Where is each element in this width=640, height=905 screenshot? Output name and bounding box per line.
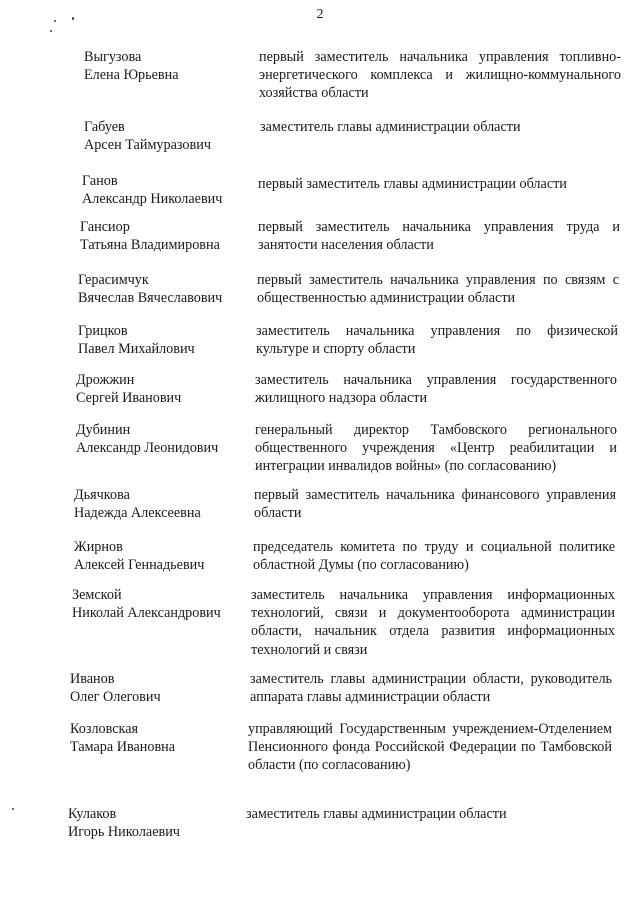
surname: Кулаков [68, 806, 117, 822]
page-number: 2 [316, 7, 324, 22]
person-name [74, 538, 254, 574]
surname: Герасимчук [78, 272, 149, 288]
position-text: заместитель начальника управления информационных технологий, связи и документооборота администрации области, начальник отдела развития информационных технологий и связи [251, 587, 615, 658]
person-name [78, 271, 258, 307]
surname: Дубинин [76, 422, 131, 438]
scan-speck [50, 30, 52, 32]
position-text: председатель комитета по труду и социальной политике областной Думы (по согласованию) [253, 539, 615, 574]
surname: Гансиор [80, 219, 130, 235]
given-names: Татьяна Владимировна [80, 237, 220, 254]
surname: Земской [72, 587, 122, 603]
given-names: Сергей Иванович [76, 390, 182, 407]
person-name [76, 371, 256, 407]
surname: Ганов [82, 173, 118, 189]
person-name [84, 48, 264, 84]
surname: Габуев [84, 119, 125, 135]
scan-speck [12, 808, 14, 810]
given-names: Тамара Ивановна [70, 739, 176, 756]
person-name [70, 670, 250, 706]
person-name [72, 586, 252, 622]
position-text: заместитель главы администрации области [246, 806, 507, 822]
position-text: первый заместитель начальника управления труда и занятости населения области [258, 219, 620, 254]
person-name [80, 218, 260, 254]
given-names: Александр Николаевич [82, 191, 223, 208]
given-names: Вячеслав Вячеславович [78, 290, 223, 307]
surname: Дрожжин [76, 372, 135, 388]
position-text: первый заместитель начальника управления по связям с общественностью администрации области [257, 272, 619, 307]
position-text: заместитель начальника управления государственного жилищного надзора области [255, 372, 617, 407]
surname: Выгузова [84, 49, 142, 65]
person-name [78, 322, 258, 358]
position-text: первый заместитель начальника финансового управления области [254, 487, 616, 522]
given-names: Арсен Таймуразович [84, 137, 211, 154]
given-names: Павел Михайлович [78, 341, 195, 358]
surname: Иванов [70, 671, 115, 687]
given-names: Олег Олегович [70, 689, 161, 706]
person-name [70, 720, 250, 756]
position-text: первый заместитель главы администрации области [258, 176, 567, 192]
given-names: Александр Леонидович [76, 440, 219, 457]
surname: Козловская [70, 721, 139, 737]
position-text: заместитель начальника управления по физической культуре и спорту области [256, 323, 618, 358]
given-names: Елена Юрьевна [84, 67, 179, 84]
scan-speck [72, 17, 74, 20]
person-name [68, 805, 248, 841]
scan-speck [54, 20, 56, 22]
person-name [74, 486, 254, 522]
position-text: первый заместитель начальника управления топливно-энергетического комплекса и жилищно-коммунального хозяйства области [259, 49, 621, 102]
position-text: управляющий Государственным учреждением-Отделением Пенсионного фонда Российской Федерации по Тамбовской области (по согласованию) [248, 721, 612, 774]
given-names: Алексей Геннадьевич [74, 557, 205, 574]
given-names: Игорь Николаевич [68, 824, 180, 841]
person-name [82, 172, 262, 208]
given-names: Надежда Алексеевна [74, 505, 201, 522]
given-names: Николай Александрович [72, 605, 221, 622]
surname: Дьячкова [74, 487, 130, 503]
person-name [84, 118, 264, 154]
position-text: заместитель главы администрации области, руководитель аппарата главы администрации области [250, 671, 612, 706]
position-text: заместитель главы администрации области [260, 119, 521, 135]
person-name [76, 421, 256, 457]
surname: Жирнов [74, 539, 123, 555]
surname: Грицков [78, 323, 128, 339]
position-text: генеральный директор Тамбовского регионального общественного учреждения «Центр реабилитации и интеграции инвалидов войны» (по согласованию) [255, 422, 617, 475]
